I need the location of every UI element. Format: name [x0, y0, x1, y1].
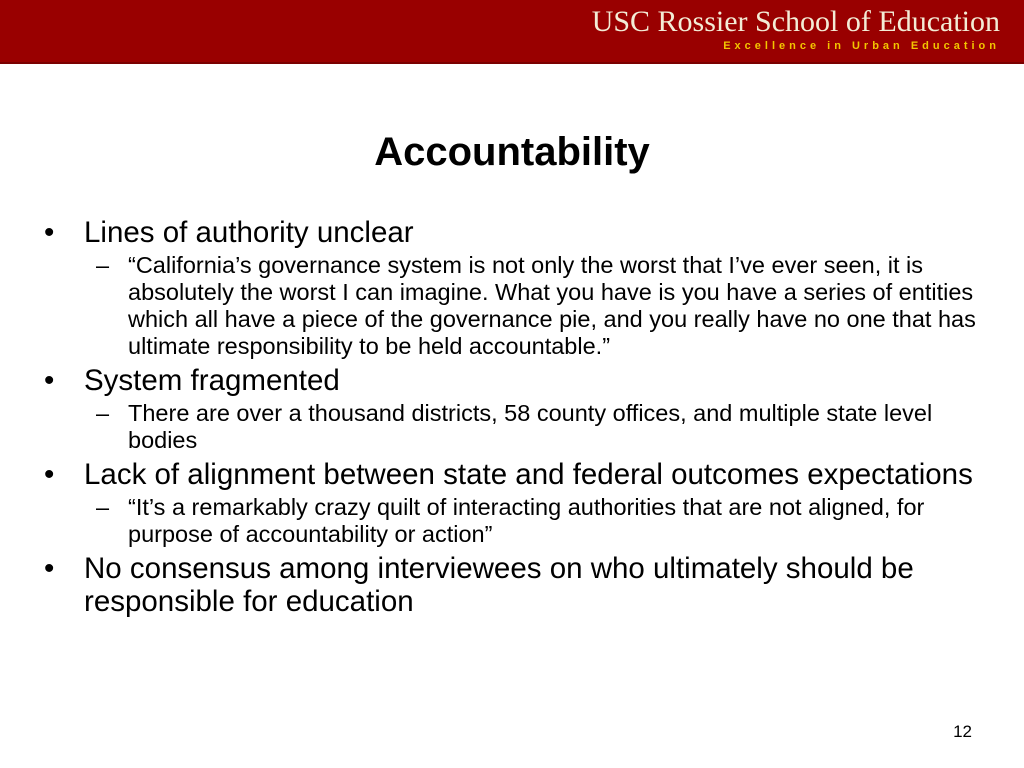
bullet-text: Lack of alignment between state and federal outcomes expectations — [84, 458, 973, 491]
bullet-item-system-fragmented — [44, 364, 984, 397]
logo-name: USC Rossier School of Education — [591, 5, 1000, 38]
bullet-marker: • — [44, 364, 55, 397]
slide-title: Accountability — [374, 130, 650, 174]
sub-bullet-districts — [44, 400, 984, 454]
bullet-marker: • — [44, 458, 55, 491]
bullet-text: No consensus among interviewees on who ultimately should be responsible for education — [84, 552, 914, 618]
bullet-marker: • — [44, 216, 55, 249]
sub-bullet-text: “California’s governance system is not only the worst that I’ve ever seen, it is absolutely the worst I can imagine. What you have is you have a series of entities which all have a piece of the governance pie, and you really have no one that has ultimate responsibility to be held accountable.” — [128, 252, 976, 359]
header-banner — [0, 0, 1024, 62]
bullet-text: Lines of authority unclear — [84, 216, 414, 249]
bullet-text: System fragmented — [84, 364, 340, 397]
bullet-item-no-consensus — [44, 552, 984, 618]
bullet-marker: • — [44, 552, 55, 585]
logo-tagline: Excellence in Urban Education — [723, 40, 1000, 52]
banner-divider — [0, 62, 1024, 64]
dash-marker: – — [96, 400, 110, 426]
dash-marker: – — [96, 494, 110, 520]
usc-rossier-logo — [592, 6, 1000, 53]
sub-bullet-crazy-quilt-quote — [44, 494, 984, 548]
sub-bullet-text: There are over a thousand districts, 58 county offices, and multiple state level bodies — [128, 400, 933, 453]
slide-body — [44, 212, 984, 618]
dash-marker: – — [96, 252, 110, 278]
sub-bullet-california-quote — [44, 252, 984, 360]
page-number: 12 — [953, 722, 972, 741]
sub-bullet-text: “It’s a remarkably crazy quilt of interacting authorities that are not aligned, for purpose of accountability or action” — [128, 494, 925, 547]
bullet-item-lines-of-authority — [44, 216, 984, 249]
bullet-item-lack-of-alignment — [44, 458, 984, 491]
